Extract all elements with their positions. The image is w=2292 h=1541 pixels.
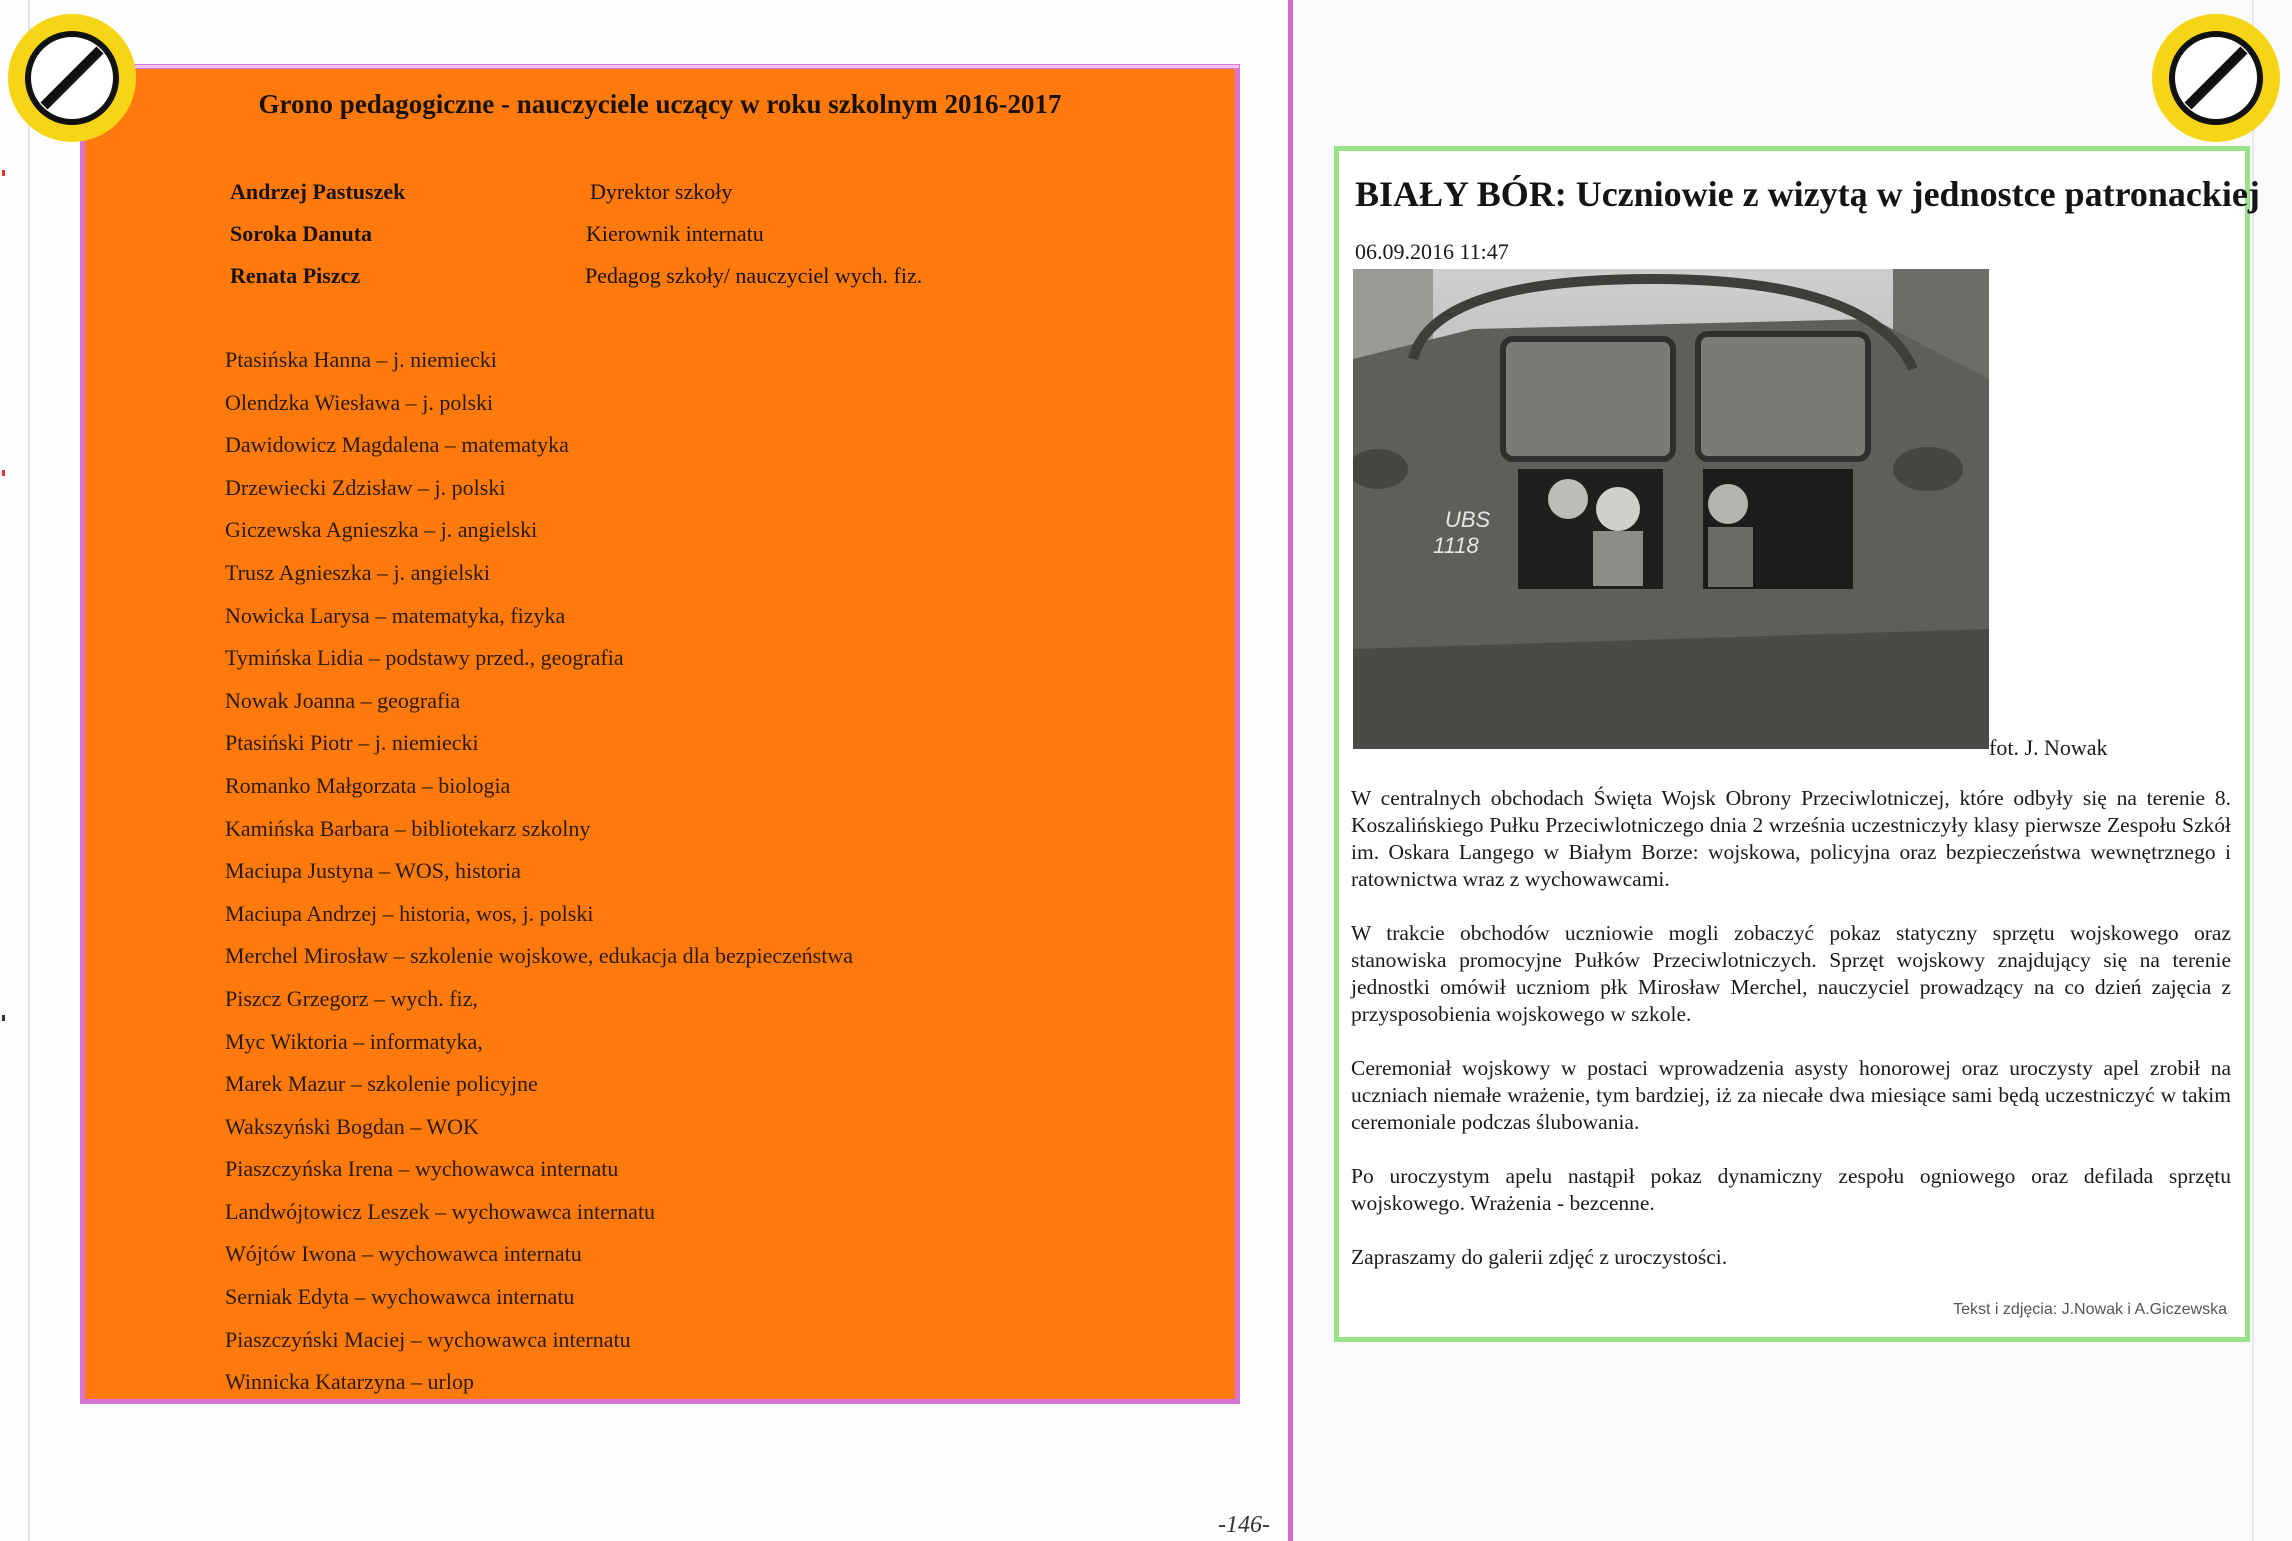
vehicle-plate-text: UBS: [1445, 507, 1491, 532]
admin-name: Renata Piszcz: [230, 263, 361, 288]
teacher-item: Ptasiński Piotr – j. niemiecki: [225, 730, 479, 756]
teacher-item: Myc Wiktoria – informatyka,: [225, 1028, 483, 1054]
article-footer: Tekst i zdjęcia: J.Nowak i A.Giczewska: [1953, 1301, 2227, 1318]
article-paragraph: W centralnych obchodach Święta Wojsk Obrony Przeciwlotniczej, które odbyły się na terenie 8. Koszalińskiego Pułku Przeciwlotniczego dnia 2 września uczestniczyły klasy pierwsze Zespołu Szkół im. Oskara Langego w Białym Borze: wojskowa, policyjna oraz bezpieczeństwa wewnętrznego i ratownictwa wraz z wychowawcami.: [1351, 786, 2231, 891]
teacher-item: Maciupa Andrzej – historia, wos, j. polski: [225, 900, 594, 926]
teacher-item: Tymińska Lidia – podstawy przed., geografia: [225, 645, 624, 671]
teacher-item: Nowicka Larysa – matematyka, fizyka: [225, 602, 566, 628]
teacher-item: Wójtów Iwona – wychowawca internatu: [225, 1241, 582, 1267]
pdf-xchange-badge-icon[interactable]: [6, 12, 138, 144]
article-paragraph: Ceremoniał wojskowy w postaci wprowadzenia asysty honorowej oraz uroczysty apel zrobił na uczniach niemałe wrażenie, tym bardziej, iż za niecałe dwa miesiące sami będą uczestniczyć w takim ceremoniale podczas ślubowania.: [1351, 1056, 2231, 1134]
photo-credit: fot. J. Nowak: [1989, 735, 2108, 760]
teacher-item: Piaszczyński Maciej – wychowawca internatu: [225, 1326, 631, 1352]
article-date: 06.09.2016 11:47: [1355, 239, 1509, 264]
teacher-item: Piszcz Grzegorz – wych. fiz,: [225, 985, 478, 1011]
teacher-item: Merchel Mirosław – szkolenie wojskowe, edukacja dla bezpieczeństwa: [225, 943, 853, 969]
page-edge-shadow: [2252, 0, 2254, 1541]
teacher-item: Maciupa Justyna – WOS, historia: [225, 858, 521, 884]
article-title: BIAŁY BÓR: Uczniowie z wizytą w jednostce patronackiej: [1355, 174, 2260, 214]
page-fold-line: [1288, 0, 1293, 1541]
teacher-item: Winnicka Katarzyna – urlop: [225, 1369, 474, 1395]
staff-panel: [80, 64, 1240, 1404]
teacher-item: Piaszczyńska Irena – wychowawca internatu: [225, 1156, 619, 1182]
article-paragraph: Zapraszamy do galerii zdjęć z uroczystości.: [1351, 1245, 1728, 1269]
teacher-item: Serniak Edyta – wychowawca internatu: [225, 1284, 575, 1310]
teacher-item: Kamińska Barbara – bibliotekarz szkolny: [225, 815, 591, 841]
page-edge-shadow: [28, 0, 30, 1541]
admin-name: Soroka Danuta: [230, 221, 373, 246]
scan-mark: [2, 1015, 5, 1021]
scan-mark: [2, 170, 5, 176]
teacher-item: Marek Mazur – szkolenie policyjne: [225, 1071, 538, 1097]
teacher-item: Nowak Joanna – geografia: [225, 687, 461, 713]
article-photo: [1353, 269, 1989, 749]
admin-role: Kierownik internatu: [586, 221, 764, 246]
teacher-item: Trusz Agnieszka – j. angielski: [225, 559, 490, 585]
article-paragraph: Po uroczystym apelu nastąpił pokaz dynamiczny zespołu ogniowego oraz defilada sprzętu wojskowego. Wrażenia - bezcenne.: [1351, 1164, 2231, 1215]
admin-role: Pedagog szkoły/ nauczyciel wych. fiz.: [585, 263, 923, 288]
article-body: [1351, 785, 2231, 1298]
teacher-item: Romanko Małgorzata – biologia: [225, 772, 511, 798]
staff-panel-title: Grono pedagogiczne - nauczyciele uczący w roku szkolnym 2016-2017: [258, 89, 1062, 119]
page-number: -146-: [1218, 1512, 1270, 1538]
scan-mark: [2, 470, 5, 476]
article-panel: [1334, 146, 2260, 1342]
teacher-item: Landwójtowicz Leszek – wychowawca internatu: [225, 1198, 656, 1224]
teacher-item: Giczewska Agnieszka – j. angielski: [225, 517, 538, 543]
teacher-item: Drzewiecki Zdzisław – j. polski: [225, 474, 506, 500]
teacher-item: Dawidowicz Magdalena – matematyka: [225, 432, 569, 458]
teacher-list: [225, 347, 853, 1412]
teacher-item: Olendzka Wiesława – j. polski: [225, 389, 494, 415]
admin-role: Dyrektor szkoły: [590, 179, 733, 204]
article-paragraph: W trakcie obchodów uczniowie mogli zobaczyć pokaz statyczny sprzętu wojskowego oraz stanowiska promocyjne Pułków Przeciwlotniczych. Sprzęt wojskowy znajdujący się na terenie jednostki omówił uczniom płk Mirosław Merchel, nauczyciel prowadzący na co dzień zajęcia z przysposobienia wojskowego w szkole.: [1351, 921, 2231, 1026]
teacher-item: Ptasińska Hanna – j. niemiecki: [225, 347, 497, 372]
pdf-xchange-badge-icon[interactable]: [2150, 12, 2282, 144]
vehicle-plate-text: 1118: [1433, 533, 1479, 558]
teacher-item: Wakszyński Bogdan – WOK: [225, 1113, 479, 1139]
admin-name: Andrzej Pastuszek: [230, 179, 406, 204]
